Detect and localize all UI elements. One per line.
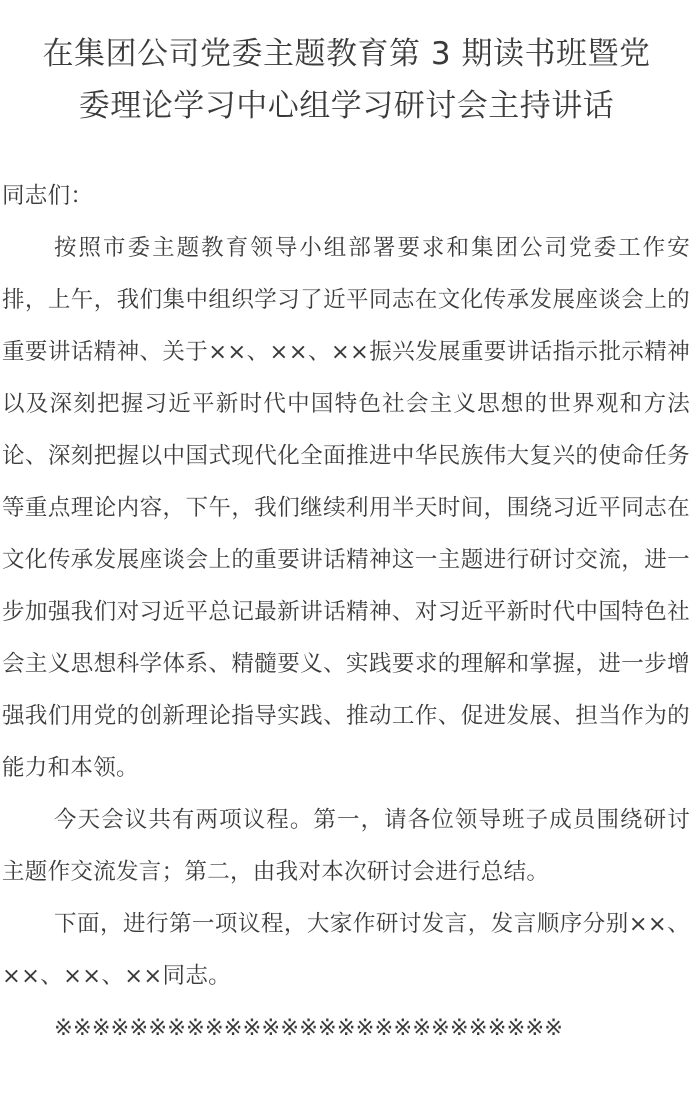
paragraph-3: 下面，进行第一项议程，大家作研讨发言，发言顺序分别××、××、××、××同志。: [2, 911, 690, 989]
salutation: 同志们：: [2, 183, 94, 209]
document-title: [0, 0, 693, 132]
document-body: [0, 170, 693, 1002]
paragraph-2: 今天会议共有两项议程。第一，请各位领导班子成员围绕研讨主题作交流发言；第二，由我对本次研讨会进行总结。: [2, 807, 690, 885]
title-line-1: 在集团公司党委主题教育第 3 期读书班暨党: [42, 36, 651, 72]
paragraph-1: 按照市委主题教育领导小组部署要求和集团公司党委工作安排，上午，我们集中组织学习了近平同志在文化传承发展座谈会上的重要讲话精神、关于××、××、××振兴发展重要讲话指示批示精神以及深刻把握习近平新时代中国特色社会主义思想的世界观和方法论、深刻把握以中国式现代化全面推进中华民族伟大复兴的使命任务等重点理论内容，下午，我们继续利用半天时间，围绕习近平同志在文化传承发展座谈会上的重要讲话精神这一主题进行研讨交流，进一步加强我们对习近平总记最新讲话精神、对习近平新时代中国特色社会主义思想科学体系、精髓要义、实践要求的理解和掌握，进一步增强我们用党的创新理论指导实践、推动工作、促进发展、担当作为的能力和本领。: [2, 235, 690, 781]
separator-line: ※※※※※※※※※※※※※※※※※※※※※※※※※※※: [54, 1015, 564, 1041]
title-line-2: 委理论学习中心组学习研讨会主持讲话: [78, 88, 615, 124]
